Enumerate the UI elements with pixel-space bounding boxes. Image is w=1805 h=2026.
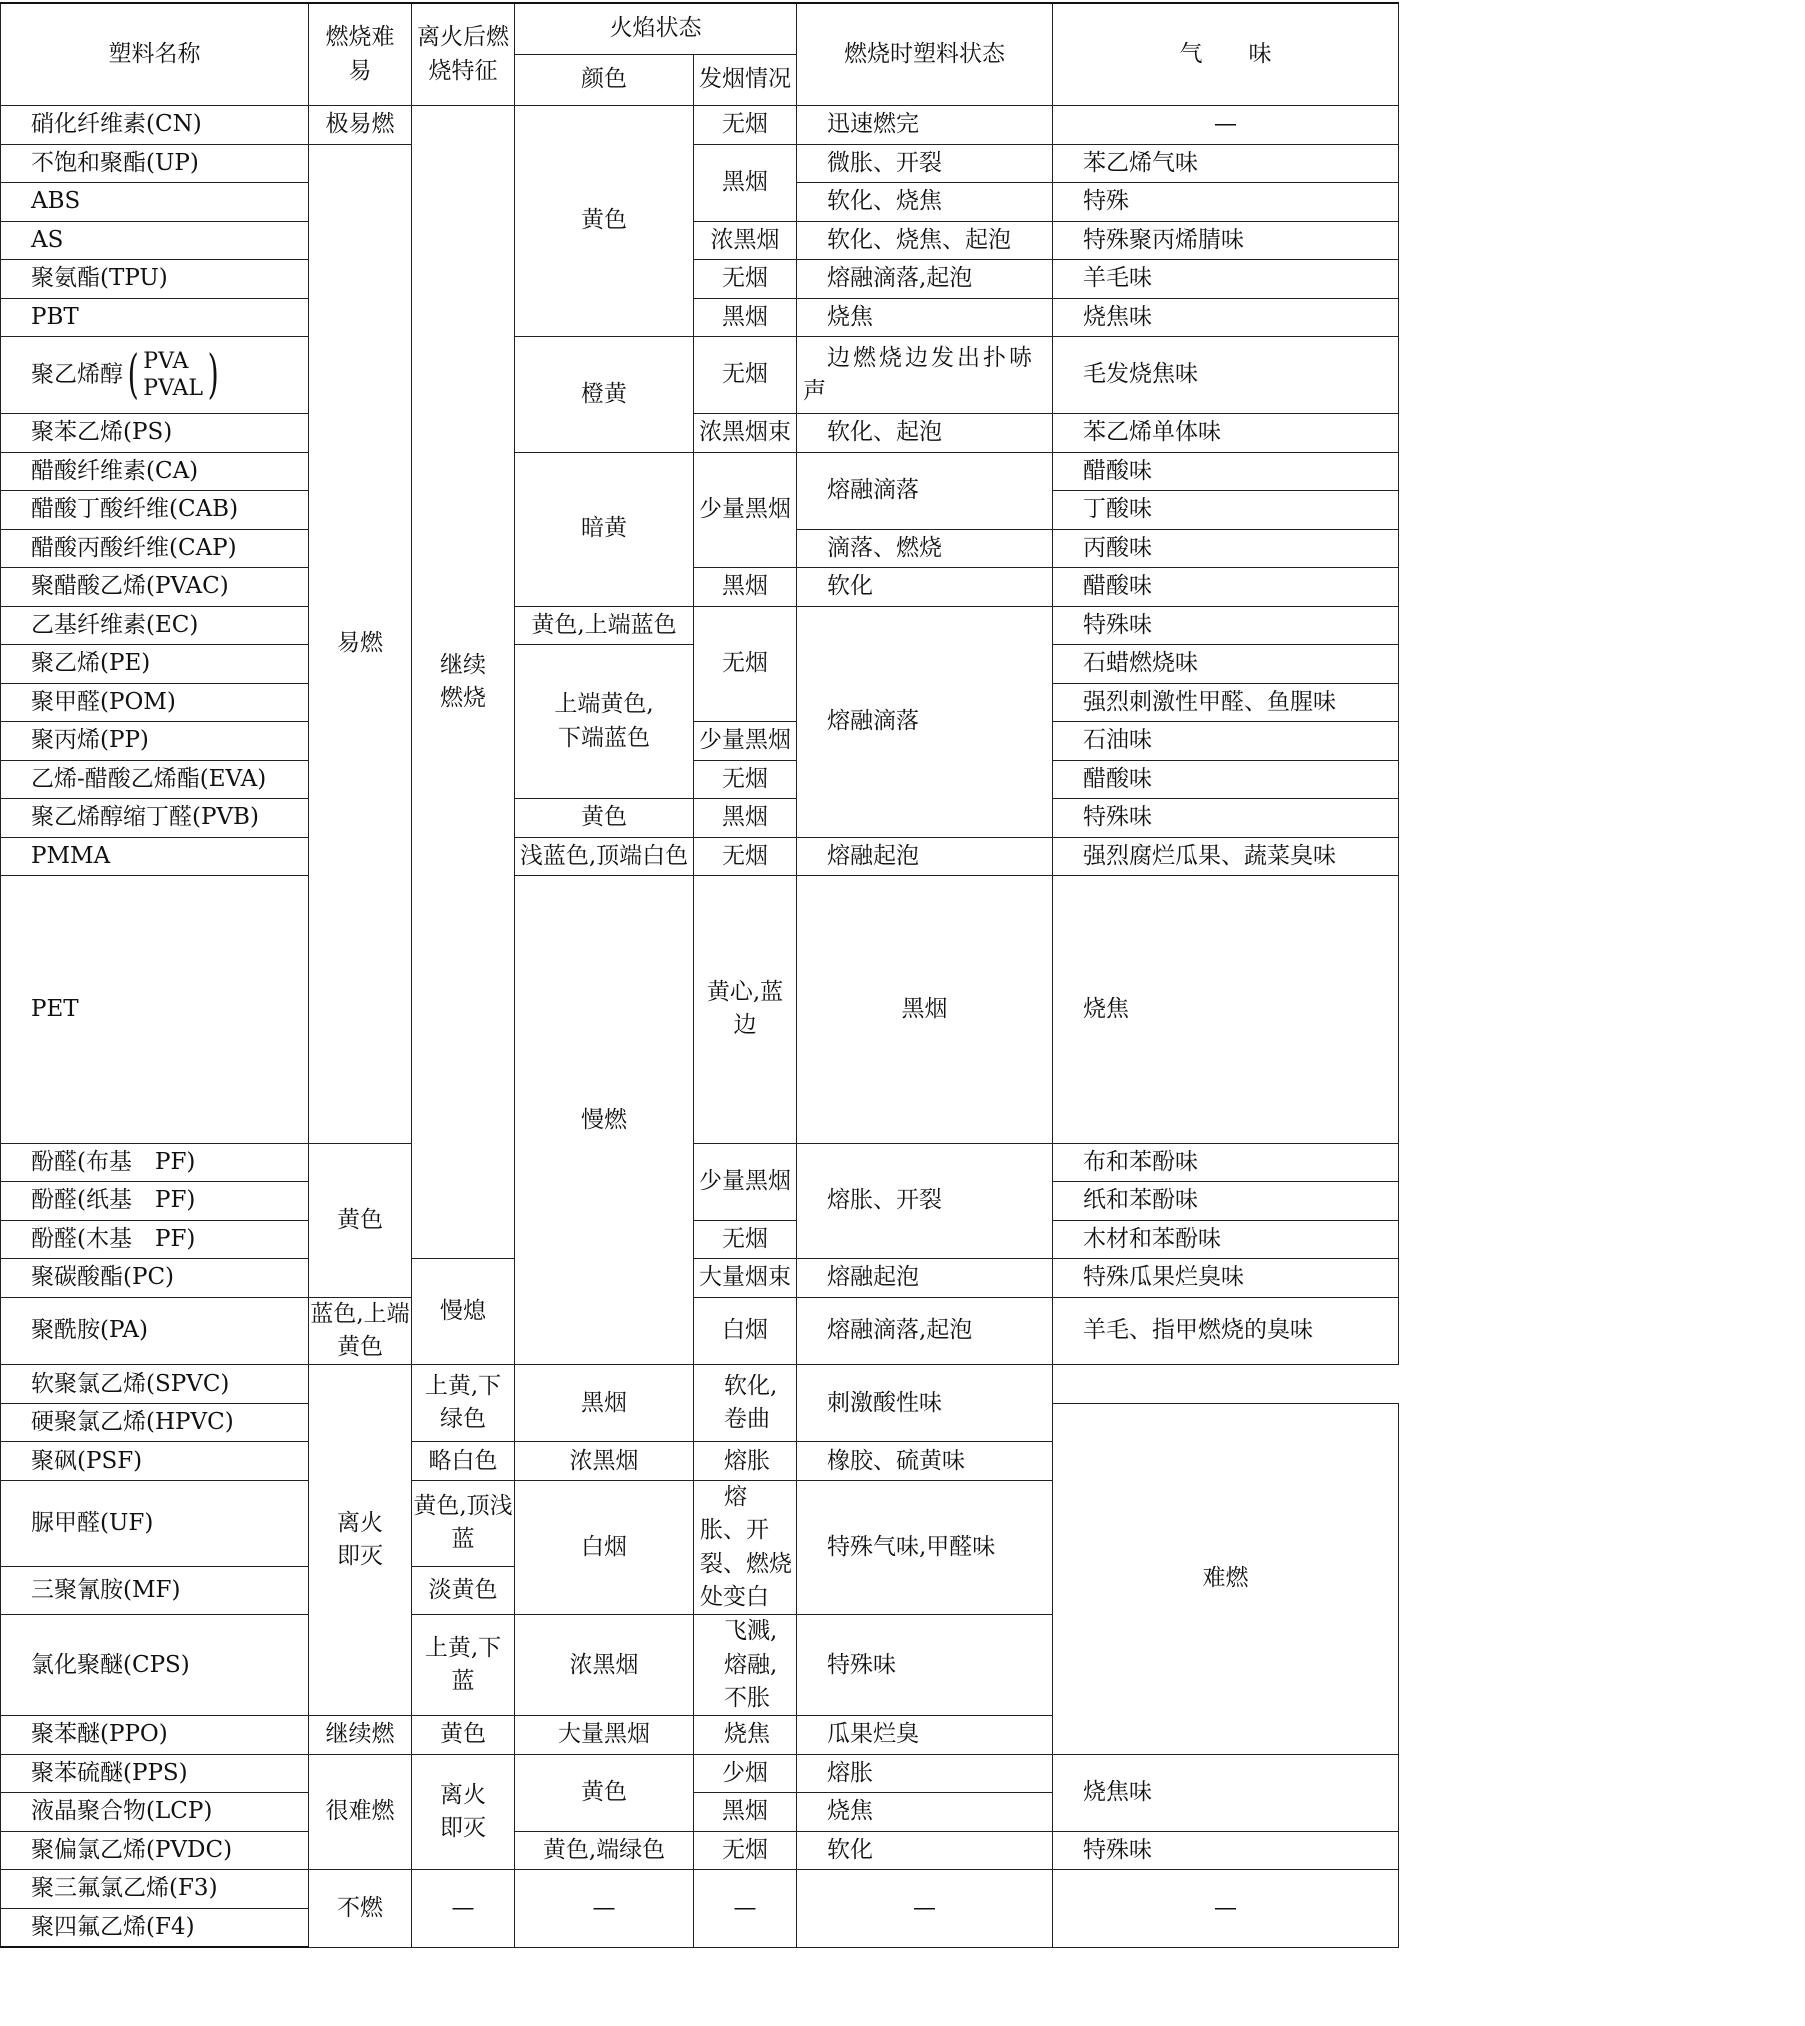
smell: 特殊味 (1053, 799, 1399, 838)
burn-ease: 易燃 (309, 144, 412, 1143)
burn-ease: 慢燃 (515, 876, 694, 1365)
smoke-state: 黑烟 (694, 799, 797, 838)
smoke-state: 浓黑烟 (694, 221, 797, 260)
plastic-name: 乙基纤维素(EC) (1, 606, 309, 645)
smell: 醋酸味 (1053, 568, 1399, 607)
plastic-name: 聚甲醛(POM) (1, 683, 309, 722)
flame-color: 上黄,下蓝 (412, 1615, 515, 1716)
smell: 特殊味 (1053, 1831, 1399, 1870)
smoke-state: 少量黑烟 (694, 722, 797, 761)
after-fire-feature: 离火即灭 (309, 1365, 412, 1716)
smell: 特殊聚丙烯腈味 (1053, 221, 1399, 260)
plastic-name: 硬聚氯乙烯(HPVC) (1, 1403, 309, 1442)
burn-ease: 不燃 (309, 1870, 412, 1948)
smell: 烧焦味 (1053, 298, 1399, 337)
smell: 橡胶、硫黄味 (797, 1442, 1053, 1481)
smell: 强烈腐烂瓜果、蔬菜臭味 (1053, 837, 1399, 876)
smoke-state: 少量黑烟 (694, 452, 797, 568)
pva-abbr-2: PVAL (143, 376, 203, 401)
burning-state: 迅速燃完 (797, 106, 1053, 145)
flame-color: 暗黄 (515, 452, 694, 606)
plastic-name: PBT (1, 298, 309, 337)
flame-color: 略白色 (412, 1442, 515, 1481)
smoke-state: 黑烟 (694, 568, 797, 607)
smoke-state: 无烟 (694, 1220, 797, 1259)
flame-color: 黄色 (309, 1143, 412, 1297)
burning-state: 熔融滴落,起泡 (797, 260, 1053, 299)
burning-state: 软化,卷曲 (694, 1365, 797, 1442)
header-name: 塑料名称 (1, 3, 309, 106)
smoke-state: 无烟 (694, 1831, 797, 1870)
smell: — (1053, 106, 1399, 145)
flame-color: 上黄,下绿色 (412, 1365, 515, 1442)
burn-ease: 很难燃 (309, 1754, 412, 1870)
smell: 布和苯酚味 (1053, 1143, 1399, 1182)
smell: 石油味 (1053, 722, 1399, 761)
pva-abbr-1: PVA (143, 348, 189, 374)
smell: 苯乙烯气味 (1053, 144, 1399, 183)
smell: 毛发烧焦味 (1053, 337, 1399, 414)
plastic-name: 液晶聚合物(LCP) (1, 1793, 309, 1832)
after-fire-feature: 慢熄 (412, 1259, 515, 1365)
smell: 特殊瓜果烂臭味 (1053, 1259, 1399, 1298)
burning-state: 熔胀 (797, 1754, 1053, 1793)
burning-state: 飞溅,熔融,不胀 (694, 1615, 797, 1716)
plastic-name: 聚酰胺(PA) (1, 1297, 309, 1365)
flame-color: 黄色 (515, 1754, 694, 1831)
plastic-name: 酚醛(纸基 PF) (1, 1182, 309, 1221)
smell: 烧焦味 (1053, 1754, 1399, 1831)
header-state: 燃烧时塑料状态 (797, 3, 1053, 106)
flame-color: — (515, 1870, 694, 1948)
smoke-state: 无烟 (694, 837, 797, 876)
smoke-state: 大量烟束 (694, 1259, 797, 1298)
smell: 醋酸味 (1053, 760, 1399, 799)
plastic-name: 乙烯-醋酸乙烯酯(EVA) (1, 760, 309, 799)
smell: 刺激酸性味 (797, 1365, 1053, 1442)
smoke-state: 大量黑烟 (515, 1716, 694, 1755)
plastic-name: 聚乙烯(PE) (1, 645, 309, 684)
burning-state: 熔胀、开裂、燃烧处变白 (694, 1480, 797, 1614)
flame-color: 黄色,端绿色 (515, 1831, 694, 1870)
burning-state: 软化、烧焦、起泡 (797, 221, 1053, 260)
plastic-name: 酚醛(布基 PF) (1, 1143, 309, 1182)
header-ease: 燃烧难易 (309, 3, 412, 106)
burning-state: 熔融起泡 (797, 837, 1053, 876)
after-fire-feature: 继续燃烧 (412, 106, 515, 1259)
smoke-state: 无烟 (694, 106, 797, 145)
smell: — (1053, 1870, 1399, 1948)
flame-color: 橙黄 (515, 337, 694, 453)
smoke-state: 无烟 (694, 606, 797, 722)
smoke-state: 黑烟 (694, 298, 797, 337)
plastic-name: 聚苯醚(PPO) (1, 1716, 309, 1755)
smoke-state: 黑烟 (694, 144, 797, 221)
flame-color: 淡黄色 (412, 1566, 515, 1615)
plastic-name: 硝化纤维素(CN) (1, 106, 309, 145)
header-after-fire: 离火后燃烧特征 (412, 3, 515, 106)
burning-state: 熔融起泡 (797, 1259, 1053, 1298)
smoke-state: 浓黑烟束 (694, 414, 797, 453)
burning-state: 烧焦 (694, 1716, 797, 1755)
plastic-name: 聚四氟乙烯(F4) (1, 1908, 309, 1947)
pva-name: 聚乙烯醇 (31, 361, 123, 387)
burning-state: 熔胀、开裂 (797, 1143, 1053, 1259)
plastic-name: 不饱和聚酯(UP) (1, 144, 309, 183)
plastic-name: AS (1, 221, 309, 260)
plastic-name: PET (1, 876, 309, 1144)
left-paren-icon: ( (127, 345, 139, 405)
smell: 特殊气味,甲醛味 (797, 1480, 1053, 1614)
burning-state: 滴落、燃烧 (797, 529, 1053, 568)
flame-color: 上端黄色,下端蓝色 (515, 645, 694, 799)
burning-state: 软化 (797, 568, 1053, 607)
plastic-name: 聚碳酸酯(PC) (1, 1259, 309, 1298)
smoke-state: 白烟 (694, 1297, 797, 1365)
plastic-name: 醋酸丙酸纤维(CAP) (1, 529, 309, 568)
plastic-name: 聚苯乙烯(PS) (1, 414, 309, 453)
burning-state: 烧焦 (797, 298, 1053, 337)
burn-ease: 极易燃 (309, 106, 412, 145)
burning-state: 熔融滴落,起泡 (797, 1297, 1053, 1365)
header-smoke: 发烟情况 (694, 55, 797, 106)
smoke-state: 无烟 (694, 760, 797, 799)
smell: 羊毛、指甲燃烧的臭味 (1053, 1297, 1399, 1365)
flame-color: 黄心,蓝边 (694, 876, 797, 1144)
plastic-name: 聚砜(PSF) (1, 1442, 309, 1481)
plastic-name: 聚乙烯醇缩丁醛(PVB) (1, 799, 309, 838)
burning-state: 熔融滴落 (797, 606, 1053, 837)
header-flame: 火焰状态 (515, 3, 797, 55)
plastic-name: 聚三氟氯乙烯(F3) (1, 1870, 309, 1909)
smell: 纸和苯酚味 (1053, 1182, 1399, 1221)
smoke-state: — (694, 1870, 797, 1948)
plastic-name: 聚氨酯(TPU) (1, 260, 309, 299)
after-fire-feature: 继续燃 (309, 1716, 412, 1755)
smoke-state: 浓黑烟 (515, 1442, 694, 1481)
plastics-burning-table (0, 2, 1399, 1948)
smell: 瓜果烂臭 (797, 1716, 1053, 1755)
smell: 特殊 (1053, 183, 1399, 222)
burning-state: 烧焦 (797, 1793, 1053, 1832)
burn-ease: 难燃 (1053, 1403, 1399, 1754)
smell: 木材和苯酚味 (1053, 1220, 1399, 1259)
burning-state: — (797, 1870, 1053, 1948)
smoke-state: 无烟 (694, 260, 797, 299)
plastic-name: 聚苯硫醚(PPS) (1, 1754, 309, 1793)
smell: 醋酸味 (1053, 452, 1399, 491)
smell: 丙酸味 (1053, 529, 1399, 568)
burning-state: 熔胀 (694, 1442, 797, 1481)
smoke-state: 少烟 (694, 1754, 797, 1793)
plastic-name (1, 337, 309, 414)
flame-color: 浅蓝色,顶端白色 (515, 837, 694, 876)
flame-color: 蓝色,上端黄色 (309, 1297, 412, 1365)
burning-state: 边燃烧边发出扑哧声 (797, 337, 1053, 414)
smell: 苯乙烯单体味 (1053, 414, 1399, 453)
burning-state: 软化 (797, 1831, 1053, 1870)
burning-state: 烧焦 (1053, 876, 1399, 1144)
after-fire-feature: — (412, 1870, 515, 1948)
smoke-state: 黑烟 (797, 876, 1053, 1144)
right-paren-icon: ) (207, 345, 219, 405)
smell: 羊毛味 (1053, 260, 1399, 299)
burning-state: 微胀、开裂 (797, 144, 1053, 183)
smell: 特殊味 (1053, 606, 1399, 645)
plastic-name: 氯化聚醚(CPS) (1, 1615, 309, 1716)
plastic-name: 脲甲醛(UF) (1, 1480, 309, 1566)
flame-color: 黄色,顶浅蓝 (412, 1480, 515, 1566)
plastic-name: 醋酸纤维素(CA) (1, 452, 309, 491)
plastic-name: 酚醛(木基 PF) (1, 1220, 309, 1259)
smell: 石蜡燃烧味 (1053, 645, 1399, 684)
plastic-name: ABS (1, 183, 309, 222)
plastic-name: 聚醋酸乙烯(PVAC) (1, 568, 309, 607)
smoke-state: 黑烟 (694, 1793, 797, 1832)
flame-color: 黄色 (412, 1716, 515, 1755)
flame-color: 黄色 (515, 799, 694, 838)
smoke-state: 黑烟 (515, 1365, 694, 1442)
header-smell: 气 味 (1053, 3, 1399, 106)
plastic-name: PMMA (1, 837, 309, 876)
smoke-state: 浓黑烟 (515, 1615, 694, 1716)
plastic-name: 醋酸丁酸纤维(CAB) (1, 491, 309, 530)
after-fire-feature: 离火即灭 (412, 1754, 515, 1870)
burning-state: 软化、烧焦 (797, 183, 1053, 222)
burning-state: 软化、起泡 (797, 414, 1053, 453)
flame-color: 黄色,上端蓝色 (515, 606, 694, 645)
smoke-state: 无烟 (694, 337, 797, 414)
smoke-state: 少量黑烟 (694, 1143, 797, 1220)
plastic-name: 三聚氰胺(MF) (1, 1566, 309, 1615)
plastic-name: 软聚氯乙烯(SPVC) (1, 1365, 309, 1404)
smoke-state: 白烟 (515, 1480, 694, 1614)
plastic-name: 聚丙烯(PP) (1, 722, 309, 761)
smell: 特殊味 (797, 1615, 1053, 1716)
smell: 丁酸味 (1053, 491, 1399, 530)
burning-state: 熔融滴落 (797, 452, 1053, 529)
plastic-name: 聚偏氯乙烯(PVDC) (1, 1831, 309, 1870)
pva-abbreviation (123, 345, 223, 405)
header-color: 颜色 (515, 55, 694, 106)
smell: 强烈刺激性甲醛、鱼腥味 (1053, 683, 1399, 722)
flame-color: 黄色 (515, 106, 694, 337)
